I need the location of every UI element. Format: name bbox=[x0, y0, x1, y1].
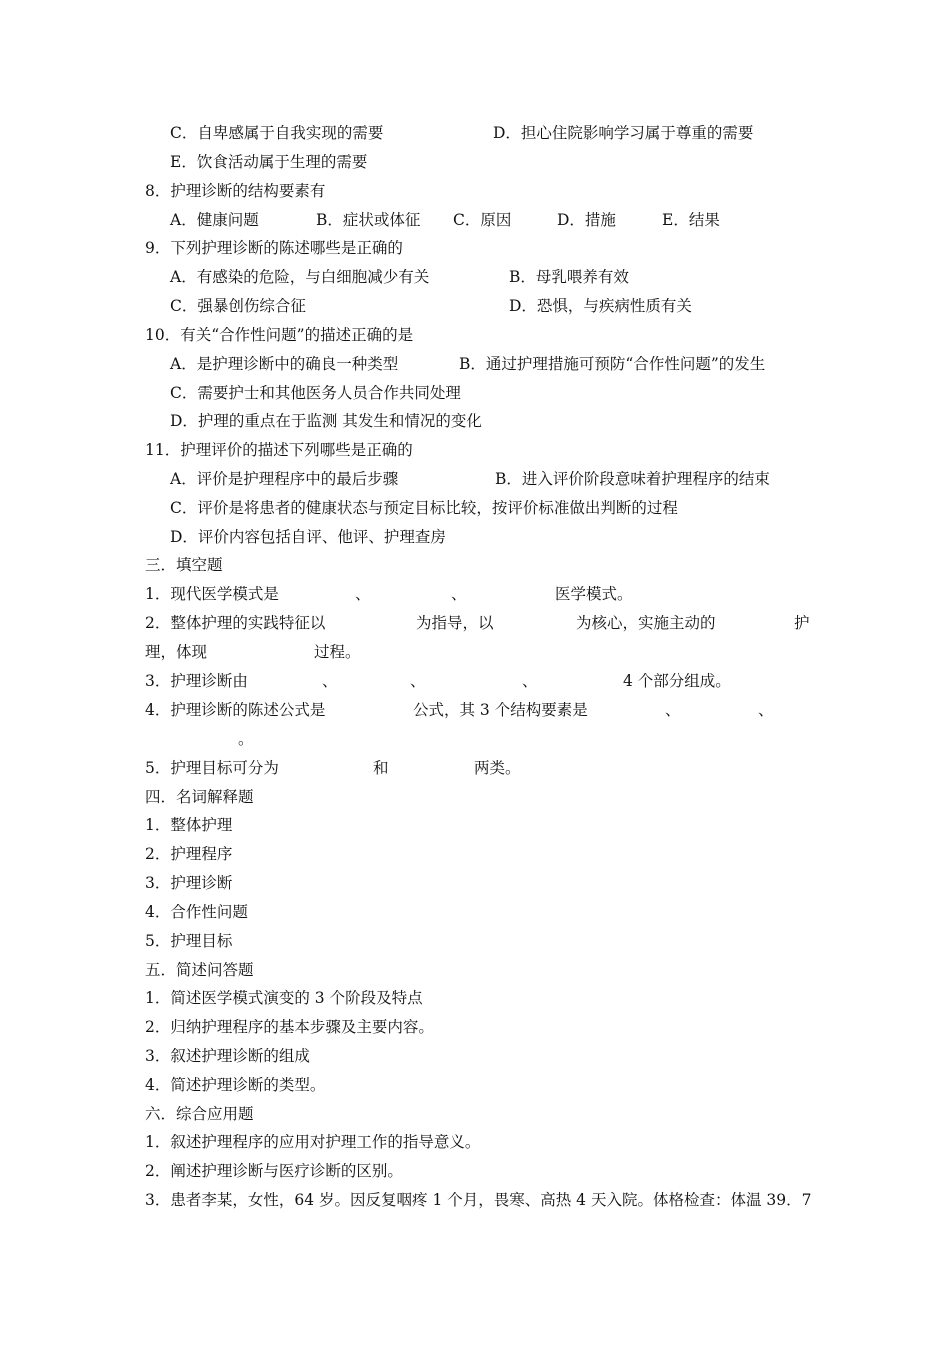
blank-question-5: 5．护理目标可分为 bbox=[145, 759, 279, 777]
short-answer-item: 4．简述护理诊断的类型。 bbox=[145, 1076, 326, 1094]
separator: 、 bbox=[665, 701, 681, 719]
separator: 、 bbox=[758, 701, 774, 719]
blank-question-2-part: 为核心，实施主动的 bbox=[576, 614, 716, 632]
question-10: 10．有关“合作性问题”的描述正确的是 bbox=[145, 326, 414, 344]
separator: 、 bbox=[451, 585, 467, 603]
option-a: A．健康问题 bbox=[170, 211, 259, 229]
separator: 、 bbox=[522, 672, 538, 690]
option-d: D．担心住院影响学习属于尊重的需要 bbox=[493, 124, 754, 142]
blank-question-2-cont: 理，体现 bbox=[145, 643, 208, 661]
application-item: 1．叙述护理程序的应用对护理工作的指导意义。 bbox=[145, 1133, 481, 1151]
blank-question-3: 3．护理诊断由 bbox=[145, 672, 248, 690]
blank-question-1: 1．现代医学模式是 bbox=[145, 585, 279, 603]
option-c: C．原因 bbox=[453, 211, 512, 229]
blank-question-5-end: 两类。 bbox=[474, 759, 521, 777]
short-answer-item: 2．归纳护理程序的基本步骤及主要内容。 bbox=[145, 1018, 434, 1036]
section-heading: 三．填空题 bbox=[145, 556, 223, 574]
blank-question-4-part: 公式，其 3 个结构要素是 bbox=[413, 701, 588, 719]
short-answer-item: 3．叙述护理诊断的组成 bbox=[145, 1047, 310, 1065]
question-8: 8．护理诊断的结构要素有 bbox=[145, 182, 326, 200]
option-b: B．症状或体征 bbox=[316, 211, 421, 229]
option-b: B．母乳喂养有效 bbox=[509, 268, 629, 286]
blank-question-2-end: 过程。 bbox=[314, 643, 361, 661]
section-heading: 四．名词解释题 bbox=[145, 788, 254, 806]
separator: 、 bbox=[322, 672, 338, 690]
option-c: C．自卑感属于自我实现的需要 bbox=[170, 124, 384, 142]
blank-question-3-end: 4 个部分组成。 bbox=[623, 672, 731, 690]
option-d: D．护理的重点在于监测 其发生和情况的变化 bbox=[170, 412, 482, 430]
section-heading: 五．简述问答题 bbox=[145, 961, 254, 979]
blank-question-2: 2．整体护理的实践特征以 bbox=[145, 614, 326, 632]
option-a: A．评价是护理程序中的最后步骤 bbox=[170, 470, 399, 488]
option-a: A．是护理诊断中的确良一种类型 bbox=[170, 355, 399, 373]
blank-question-4-end: 。 bbox=[238, 730, 254, 748]
option-c: C．评价是将患者的健康状态与预定目标比较，按评价标准做出判断的过程 bbox=[170, 499, 678, 517]
option-c: C．强暴创伤综合征 bbox=[170, 297, 306, 315]
term-item: 2．护理程序 bbox=[145, 845, 233, 863]
term-item: 3．护理诊断 bbox=[145, 874, 233, 892]
term-item: 4．合作性问题 bbox=[145, 903, 248, 921]
option-b: B．进入评价阶段意味着护理程序的结束 bbox=[495, 470, 770, 488]
question-9: 9．下列护理诊断的陈述哪些是正确的 bbox=[145, 239, 403, 257]
blank-question-5-part: 和 bbox=[373, 759, 389, 777]
blank-question-1-end: 医学模式。 bbox=[555, 585, 633, 603]
separator: 、 bbox=[355, 585, 371, 603]
term-item: 1．整体护理 bbox=[145, 816, 233, 834]
application-item: 2．阐述护理诊断与医疗诊断的区别。 bbox=[145, 1162, 403, 1180]
term-item: 5．护理目标 bbox=[145, 932, 233, 950]
option-c: C．需要护士和其他医务人员合作共同处理 bbox=[170, 384, 461, 402]
option-e: E．饮食活动属于生理的需要 bbox=[170, 153, 368, 171]
blank-question-4: 4．护理诊断的陈述公式是 bbox=[145, 701, 326, 719]
option-a: A．有感染的危险，与白细胞减少有关 bbox=[170, 268, 430, 286]
option-d: D．措施 bbox=[557, 211, 616, 229]
option-d: D．评价内容包括自评、他评、护理查房 bbox=[170, 528, 446, 546]
separator: 、 bbox=[410, 672, 426, 690]
option-b: B．通过护理措施可预防“合作性问题”的发生 bbox=[459, 355, 766, 373]
section-heading: 六．综合应用题 bbox=[145, 1105, 254, 1123]
option-d: D．恐惧，与疾病性质有关 bbox=[509, 297, 692, 315]
application-item: 3．患者李某，女性，64 岁。因反复咽疼 1 个月，畏寒、高热 4 天入院。体格检查：体温 39．7 bbox=[145, 1191, 812, 1209]
short-answer-item: 1．简述医学模式演变的 3 个阶段及特点 bbox=[145, 989, 423, 1007]
blank-question-2-part: 为指导，以 bbox=[416, 614, 494, 632]
option-e: E．结果 bbox=[662, 211, 720, 229]
question-11: 11．护理评价的描述下列哪些是正确的 bbox=[145, 441, 413, 459]
blank-question-2-part: 护 bbox=[794, 614, 810, 632]
